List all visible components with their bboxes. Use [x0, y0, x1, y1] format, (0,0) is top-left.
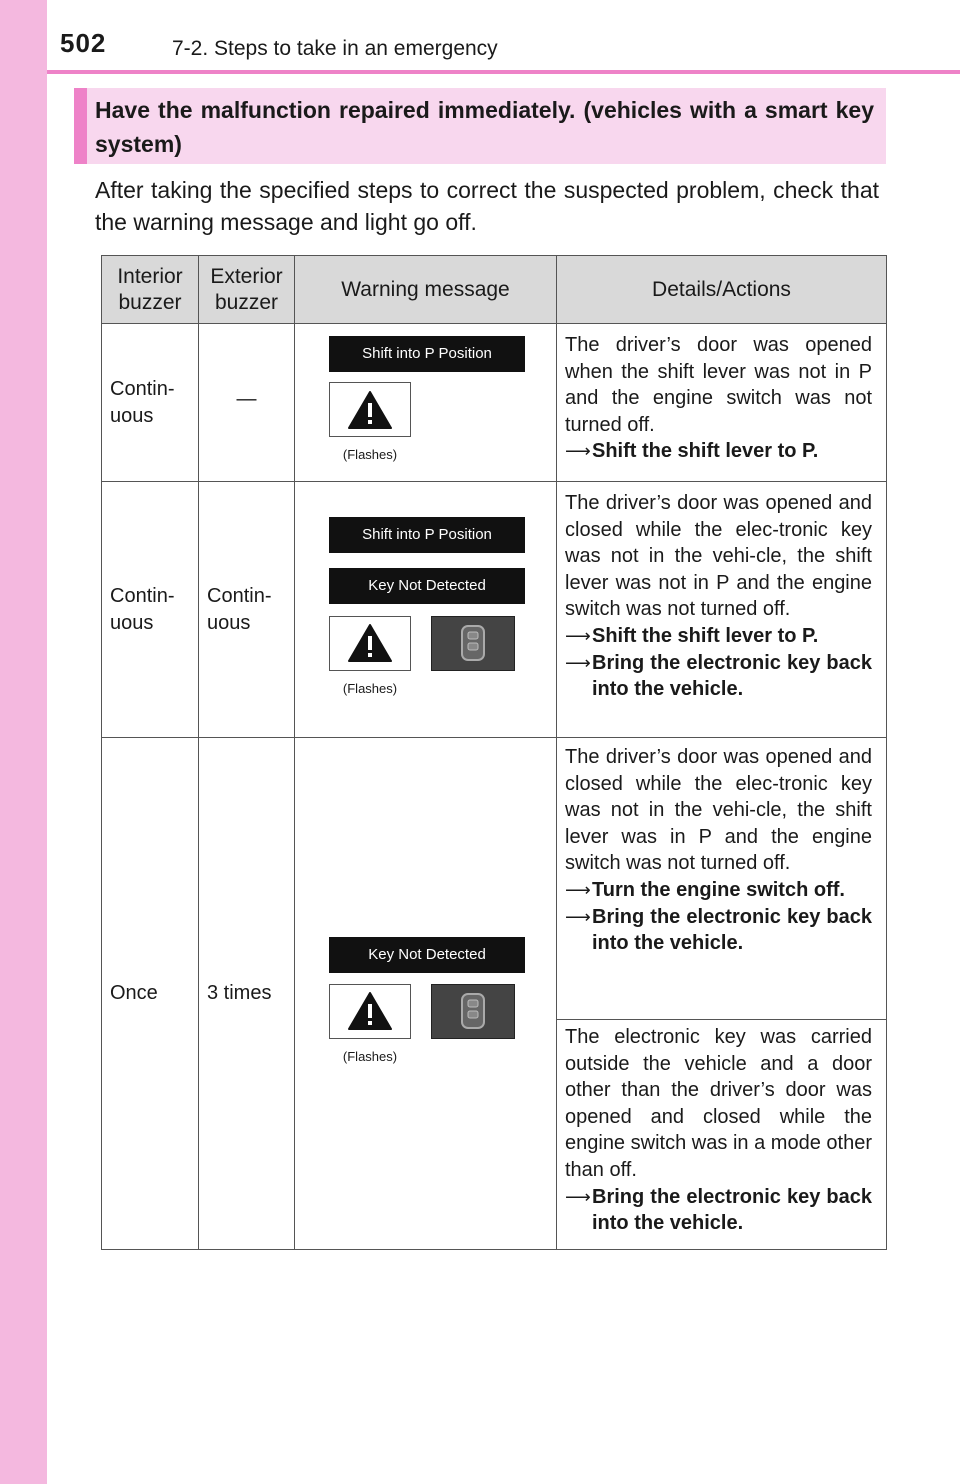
details-cell	[557, 738, 887, 1020]
warning-message-cell	[295, 324, 557, 482]
details-cell	[557, 324, 887, 482]
display-panel	[329, 336, 525, 469]
exterior-buzzer-cell: Contin-uous	[199, 482, 295, 738]
warning-triangle-icon	[329, 616, 411, 671]
page-side-bar	[0, 0, 47, 1484]
exterior-buzzer-cell: 3 times	[199, 738, 295, 1250]
warning-triangle-icon	[329, 382, 411, 437]
header-rule	[47, 70, 960, 74]
arrow-right-icon: ⟶	[565, 1186, 591, 1207]
table-header-row	[102, 256, 887, 324]
message-pill: Key Not Detected	[329, 568, 525, 604]
details-text: The driver’s door was opened and closed while the elec-tronic key was not in the vehi-cle, the shift lever was not in P and the engine switch was not turned off.	[565, 492, 872, 621]
action-item: ⟶ Bring the electronic key back into the vehicle.	[565, 1185, 872, 1235]
warning-message-cell	[295, 738, 557, 1250]
heading-box	[74, 88, 886, 164]
header-exterior-buzzer: Exterior buzzer	[199, 256, 295, 324]
warning-table	[101, 255, 887, 1250]
message-pill: Shift into P Position	[329, 517, 525, 553]
smart-key-icon	[431, 616, 515, 671]
table-row	[102, 738, 887, 1020]
arrow-right-icon: ⟶	[565, 441, 591, 462]
heading-text: Have the malfunction repaired immediately. (vehicles with a smart key system)	[95, 97, 874, 157]
details-text: The driver’s door was opened when the shift lever was not in P and the engine switch was not turned off.	[565, 334, 872, 436]
interior-buzzer-cell: Contin-uous	[102, 324, 199, 482]
warning-message-cell	[295, 482, 557, 738]
header-details-actions: Details/Actions	[557, 256, 887, 324]
arrow-right-icon: ⟶	[565, 652, 591, 673]
action-item: ⟶ Bring the electronic key back into the vehicle.	[565, 905, 872, 955]
interior-buzzer-cell: Once	[102, 738, 199, 1250]
flashes-label: (Flashes)	[342, 680, 398, 696]
intro-paragraph: After taking the specified steps to correct the suspected problem, check that the warning message and light go off.	[95, 177, 879, 235]
arrow-right-icon: ⟶	[565, 625, 591, 646]
exterior-buzzer-cell: —	[199, 324, 295, 482]
details-text: The driver’s door was opened and closed while the elec-tronic key was not in the vehi-cle, the shift lever was in P and the engine switch was not turned off.	[565, 746, 872, 875]
page-number: 502	[60, 28, 107, 58]
interior-buzzer-cell: Contin-uous	[102, 482, 199, 738]
header-interior-buzzer: Interior buzzer	[102, 256, 199, 324]
action-item: ⟶ Shift the shift lever to P.	[565, 623, 872, 650]
flashes-label: (Flashes)	[342, 447, 398, 463]
smart-key-icon	[431, 984, 515, 1039]
section-title: 7-2. Steps to take in an emergency	[172, 37, 498, 60]
message-pill: Shift into P Position	[329, 336, 525, 372]
action-item: ⟶ Shift the shift lever to P.	[565, 438, 872, 465]
details-cell	[557, 1020, 887, 1250]
arrow-right-icon: ⟶	[565, 879, 591, 900]
message-pill: Key Not Detected	[329, 937, 525, 973]
warning-triangle-icon	[329, 984, 411, 1039]
table-row	[102, 324, 887, 482]
details-text: The electronic key was carried outside the vehicle and a door other than the driver’s door was opened and closed while the engine switch was in a mode other than off.	[565, 1026, 872, 1181]
table-row	[102, 482, 887, 738]
header-warning-message: Warning message	[295, 256, 557, 324]
action-item: ⟶ Turn the engine switch off.	[565, 877, 872, 904]
flashes-label: (Flashes)	[342, 1048, 398, 1064]
arrow-right-icon: ⟶	[565, 906, 591, 927]
details-cell	[557, 482, 887, 738]
action-item: ⟶ Bring the electronic key back into the vehicle.	[565, 651, 872, 701]
display-panel	[329, 517, 525, 703]
display-panel	[329, 937, 525, 1071]
